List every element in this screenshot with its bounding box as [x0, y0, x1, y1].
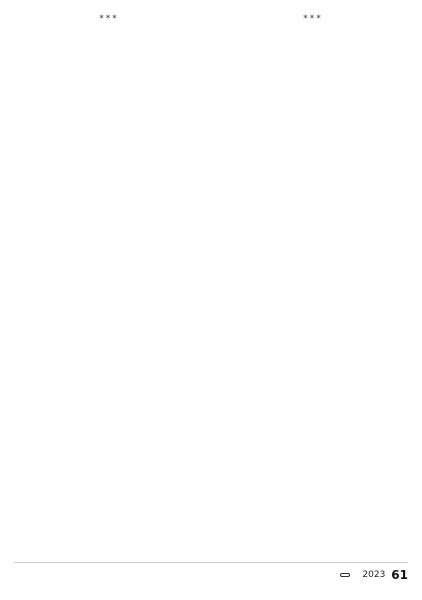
left-column — [14, 10, 204, 565]
masthead-logo — [340, 573, 350, 577]
article-columns — [14, 10, 408, 565]
left-separator: *** — [99, 14, 119, 24]
right-column — [218, 10, 408, 565]
issue-year: 2023 — [362, 570, 386, 580]
right-separator: *** — [303, 14, 323, 24]
page-footer — [14, 562, 408, 588]
page-number: 61 — [391, 568, 408, 582]
footer-rule — [14, 562, 408, 563]
